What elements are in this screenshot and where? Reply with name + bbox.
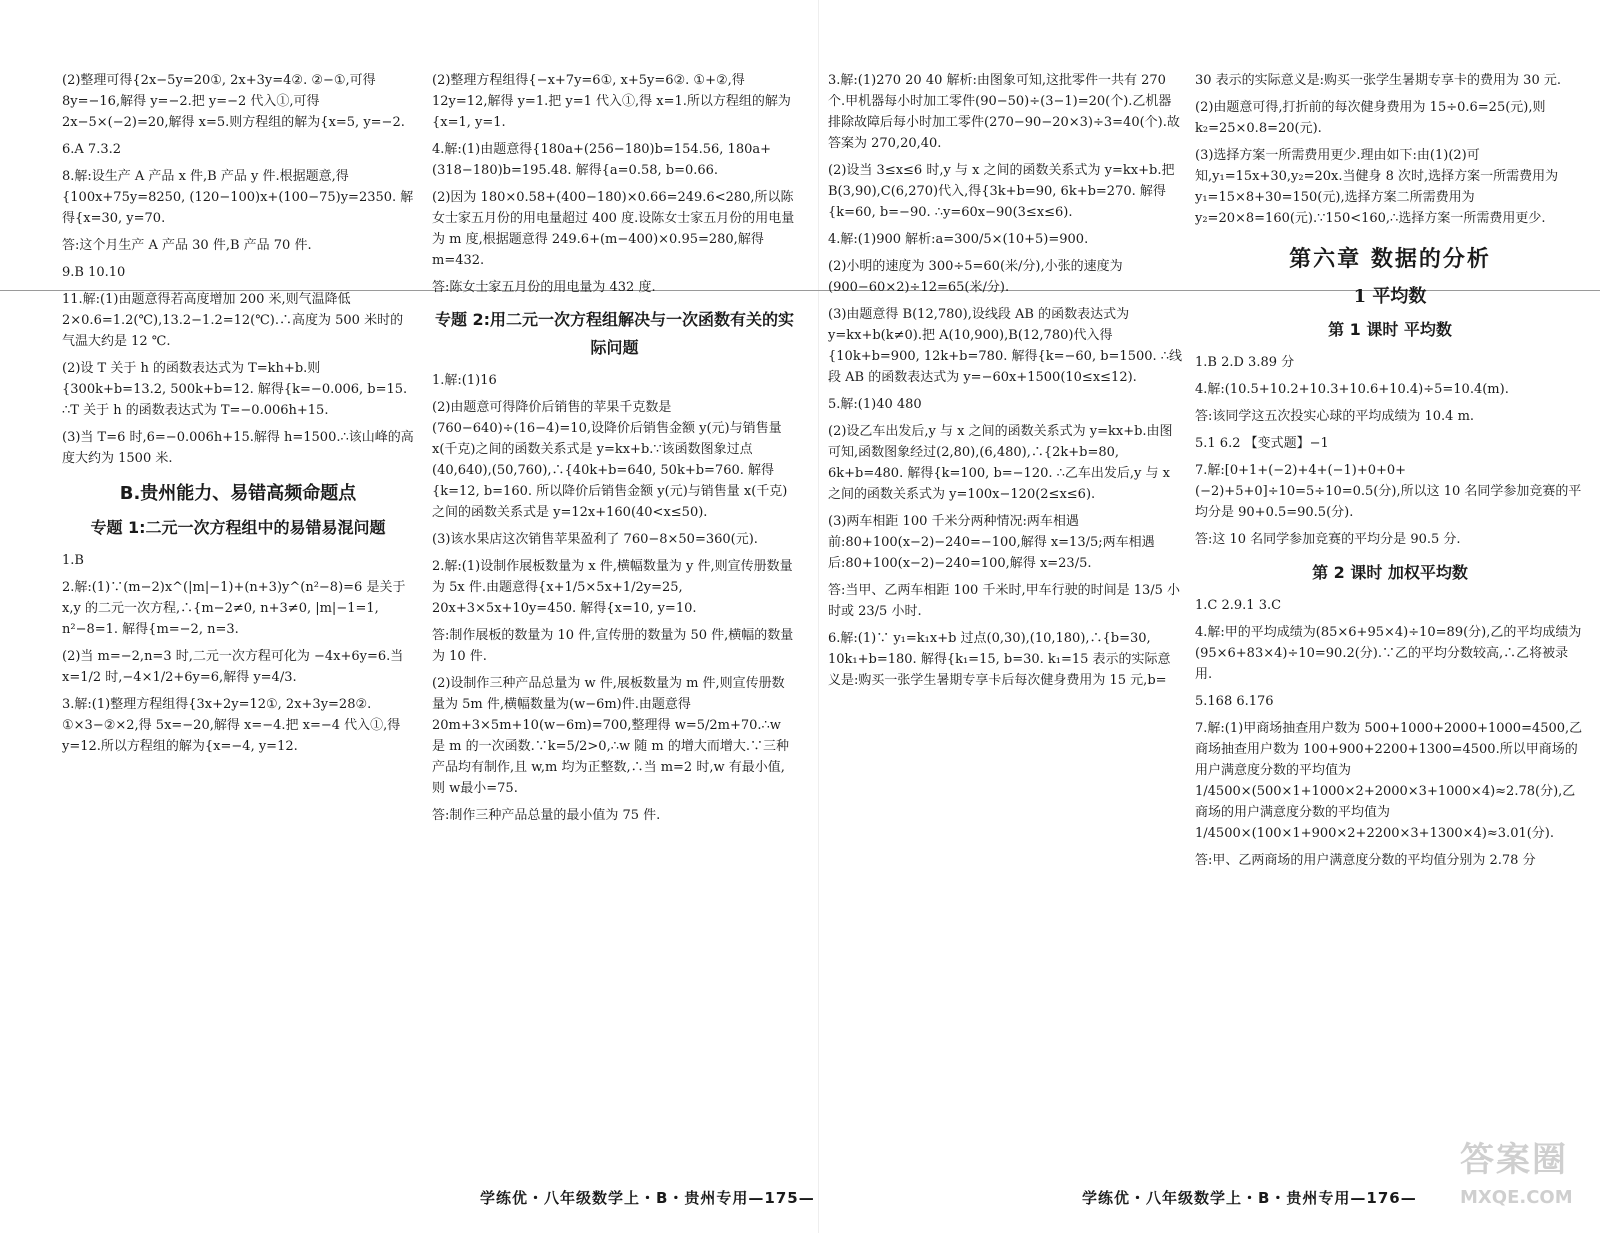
- answer-text: 9.B 10.10: [62, 265, 126, 280]
- right-column-2: [1195, 70, 1585, 877]
- left-column-1: [62, 70, 414, 763]
- answer-text: (2)由题意可得降价后销售的苹果千克数是(760−640)÷(16−4)=10,设降价后销售金额 y(元)与销售量 x(千克)之间的函数关系式是 y=kx+b.∵该函数图象过点(40,640),(50,760),∴{40k+b=640, 50k+b=760. 解得{k=12, b=160. 所以降价后销售金额 y(元)与销售量 x(千克)之间的函数关系式是 y=12x+160(40<x≤50).: [432, 400, 788, 520]
- answer-text: (2)小明的速度为 300÷5=60(米/分),小张的速度为(900−60×2)÷12=65(米/分).: [828, 259, 1123, 295]
- answer-text: 4.解:(10.5+10.2+10.3+10.6+10.4)÷5=10.4(m).: [1195, 382, 1509, 397]
- answer-text: 答:制作三种产品总量的最小值为 75 件.: [432, 808, 661, 823]
- answer-text: 答:陈女士家五月份的用电量为 432 度.: [432, 280, 656, 295]
- answer-text: 答:这 10 名同学参加竞赛的平均分是 90.5 分.: [1195, 532, 1461, 547]
- page-footer: 学练优・八年级数学上・B・贵州专用—176—: [1082, 1189, 1417, 1207]
- lesson-title: 第 2 课时 加权平均数: [1312, 563, 1468, 582]
- answer-text: (2)由题意可得,打折前的每次健身费用为 15÷0.6=25(元),则 k₂=25×0.8=20(元).: [1195, 100, 1546, 136]
- answer-text: 5.168 6.176: [1195, 694, 1274, 709]
- answer-text: 答:制作展板的数量为 10 件,宣传册的数量为 50 件,横幅的数量为 10 件.: [432, 628, 794, 664]
- answer-text: (3)选择方案一所需费用更少.理由如下:由(1)(2)可知,y₁=15x+30,y₂=20x.当健身 8 次时,选择方案一所需费用为 y₁=15×8+30=150(元),选择方案二所需费用为 y₂=20×8=160(元).∵150<160,∴选择方案一所需费用更少.: [1195, 148, 1559, 226]
- answer-text: 答:甲、乙两商场的用户满意度分数的平均值分别为 2.78 分: [1195, 853, 1536, 868]
- answer-text: (3)两车相距 100 千米分两种情况:两车相遇前:80+100(x−2)−240=−100,解得 x=13/5;两车相遇后:80+100(x−2)−240=100,解得 x=23/5.: [828, 514, 1155, 571]
- answer-text: (2)设 T 关于 h 的函数表达式为 T=kh+b.则{300k+b=13.2, 500k+b=12. 解得{k=−0.006, b=15. ∴T 关于 h 的函数表达式为 T=−0.006h+15.: [62, 361, 408, 418]
- chapter-title: 第六章 数据的分析: [1289, 247, 1491, 272]
- watermark-logo: [1460, 1132, 1590, 1222]
- answer-text: 5.解:(1)40 480: [828, 397, 922, 412]
- answer-text: 7.解:(1)甲商场抽查用户数为 500+1000+2000+1000=4500,乙商场抽查用户数为 100+900+2200+1300=4500.所以甲商场的用户满意度分数的平均值为 1/4500×(500×1+1000×2+2000×3+1000×4)≈2.78(分),乙商场的用户满意度分数的平均值为 1/4500×(100×1+900×2+2200×3+1300×4)≈3.01(分).: [1195, 721, 1583, 841]
- right-column-1: [820, 70, 1183, 697]
- answer-text: (2)设制作三种产品总量为 w 件,展板数量为 m 件,则宣传册数量为 5m 件,横幅数量为(w−6m)件.由题意得 20m+3×5m+10(w−6m)=700,整理得 w=5/2m+70.∴w 是 m 的一次函数.∵k=5/2>0,∴w 随 m 的增大而增大.∵三种产品均有制作,且 w,m 均为正整数,∴当 m=2 时,w 有最小值,则 w最小=75.: [432, 676, 789, 796]
- topic-heading: 专题 1:二元一次方程组中的易错易混问题: [90, 518, 386, 537]
- answer-text: 答:该同学这五次投实心球的平均成绩为 10.4 m.: [1195, 409, 1475, 424]
- answer-text: (2)整理可得{2x−5y=20①, 2x+3y=4②. ②−①,可得 8y=−16,解得 y=−2.把 y=−2 代入①,可得 2x−5×(−2)=20,解得 x=5.则方程组的解为{x=5, y=−2.: [62, 73, 405, 130]
- answer-text: 答:当甲、乙两车相距 100 千米时,甲车行驶的时间是 13/5 小时或 23/5 小时.: [828, 583, 1181, 619]
- answer-text: (3)该水果店这次销售苹果盈利了 760−8×50=360(元).: [432, 532, 758, 547]
- left-column-2: [432, 70, 797, 832]
- answer-text: (2)设当 3≤x≤6 时,y 与 x 之间的函数关系式为 y=kx+b.把 B(3,90),C(6,270)代入,得{3k+b=90, 6k+b=270. 解得{k=60, b=−90. ∴y=60x−90(3≤x≤6).: [828, 163, 1175, 220]
- answer-text: (2)整理方程组得{−x+7y=6①, x+5y=6②. ①+②,得 12y=12,解得 y=1.把 y=1 代入①,得 x=1.所以方程组的解为{x=1, y=1.: [432, 73, 791, 130]
- lesson-title: 第 1 课时 平均数: [1328, 320, 1452, 339]
- answer-text: 3.解:(1)270 20 40 解析:由图象可知,这批零件一共有 270 个.甲机器每小时加工零件(90−50)÷(3−1)=20(个).乙机器排除故障后每小时加工零件(270−90−20×3)÷3=40(个).故答案为 270,20,40.: [828, 73, 1180, 151]
- topic-heading: 专题 2:用二元一次方程组解决与一次函数有关的实际问题: [434, 310, 795, 357]
- answer-text: 30 表示的实际意义是:购买一张学生暑期专享卡的费用为 30 元.: [1195, 73, 1561, 88]
- answer-text: 2.解:(1)设制作展板数量为 x 件,横幅数量为 y 件,则宣传册数量为 5x 件.由题意得{x+1/5×5x+1/2y=25, 20x+3×5x+10y=450. 解得{x=10, y=10.: [432, 559, 793, 616]
- answer-text: 2.解:(1)∵(m−2)x^(|m|−1)+(n+3)y^(n²−8)=6 是关于 x,y 的二元一次方程,∴{m−2≠0, n+3≠0, |m|−1=1, n²−8=1. 解得{m=−2, n=3.: [62, 580, 406, 637]
- answer-text: 4.解:甲的平均成绩为(85×6+95×4)÷10=89(分),乙的平均成绩为(95×6+83×4)÷10=90.2(分).∵乙的平均分数较高,∴乙将被录用.: [1195, 625, 1582, 682]
- page-footer: 学练优・八年级数学上・B・贵州专用—175—: [480, 1189, 815, 1207]
- section-title: 1 平均数: [1353, 286, 1427, 307]
- answer-text: 1.B 2.D 3.89 分: [1195, 355, 1295, 370]
- answer-text: 答:这个月生产 A 产品 30 件,B 产品 70 件.: [62, 238, 312, 253]
- answer-text: (2)当 m=−2,n=3 时,二元一次方程可化为 −4x+6y=6.当 x=1/2 时,−4×1/2+6y=6,解得 y=4/3.: [62, 649, 404, 685]
- answer-text: 1.B: [62, 553, 84, 568]
- answer-text: 4.解:(1)由题意得{180a+(256−180)b=154.56, 180a+(318−180)b=195.48. 解得{a=0.58, b=0.66.: [432, 142, 772, 178]
- answer-text: 8.解:设生产 A 产品 x 件,B 产品 y 件.根据题意,得{100x+75y=8250, (120−100)x+(100−75)y=2350. 解得{x=30, y=70.: [62, 169, 414, 226]
- answer-text: 6.A 7.3.2: [62, 142, 122, 157]
- watermark-url: MXQE.COM: [1460, 1187, 1573, 1208]
- watermark-mark: 答案圈: [1460, 1140, 1568, 1180]
- section-heading: B.贵州能力、易错高频命题点: [119, 483, 357, 504]
- right-page: [820, 0, 1600, 1233]
- answer-text: 7.解:[0+1+(−2)+4+(−1)+0+0+(−2)+5+0]÷10=5÷10=0.5(分),所以这 10 名同学参加竞赛的平均分是 90+0.5=90.5(分).: [1195, 463, 1582, 520]
- answer-text: 6.解:(1)∵ y₁=k₁x+b 过点(0,30),(10,180),∴{b=30, 10k₁+b=180. 解得{k₁=15, b=30. k₁=15 表示的实际意义是:购买一张学生暑期专享卡后每次健身费用为 15 元,b=: [828, 631, 1171, 688]
- answer-text: (3)当 T=6 时,6=−0.006h+15.解得 h=1500.∴该山峰的高度大约为 1500 米.: [62, 430, 414, 466]
- answer-text: 11.解:(1)由题意得若高度增加 200 米,则气温降低 2×0.6=1.2(℃),13.2−1.2=12(℃).∴高度为 500 米时的气温大约是 12 ℃.: [62, 292, 404, 349]
- answer-text: 1.C 2.9.1 3.C: [1195, 598, 1282, 613]
- answer-text: 5.1 6.2 【变式题】−1: [1195, 436, 1329, 451]
- answer-text: 1.解:(1)16: [432, 373, 497, 388]
- answer-text: 3.解:(1)整理方程组得{3x+2y=12①, 2x+3y=28②. ①×3−②×2,得 5x=−20,解得 x=−4.把 x=−4 代入①,得 y=12.所以方程组的解为{x=−4, y=12.: [62, 697, 401, 754]
- answer-text: (3)由题意得 B(12,780),设线段 AB 的函数表达式为 y=kx+b(k≠0).把 A(10,900),B(12,780)代入得{10k+b=900, 12k+b=780. 解得{k=−60, b=1500. ∴线段 AB 的函数表达式为 y=−60x+1500(10≤x≤12).: [828, 307, 1183, 385]
- answer-text: (2)因为 180×0.58+(400−180)×0.66=249.6<280,所以陈女士家五月份的用电量超过 400 度.设陈女士家五月份的用电量为 m 度,根据题意得 249.6+(m−400)×0.95=280,解得 m=432.: [432, 190, 795, 268]
- answer-text: 4.解:(1)900 解析:a=300/5×(10+5)=900.: [828, 232, 1089, 247]
- answer-text: (2)设乙车出发后,y 与 x 之间的函数关系式为 y=kx+b.由图可知,函数图象经过(2,80),(6,480),∴{2k+b=80, 6k+b=480. 解得{k=100, b=−120. ∴乙车出发后,y 与 x 之间的函数关系式为 y=100x−120(2≤x≤6).: [828, 424, 1173, 502]
